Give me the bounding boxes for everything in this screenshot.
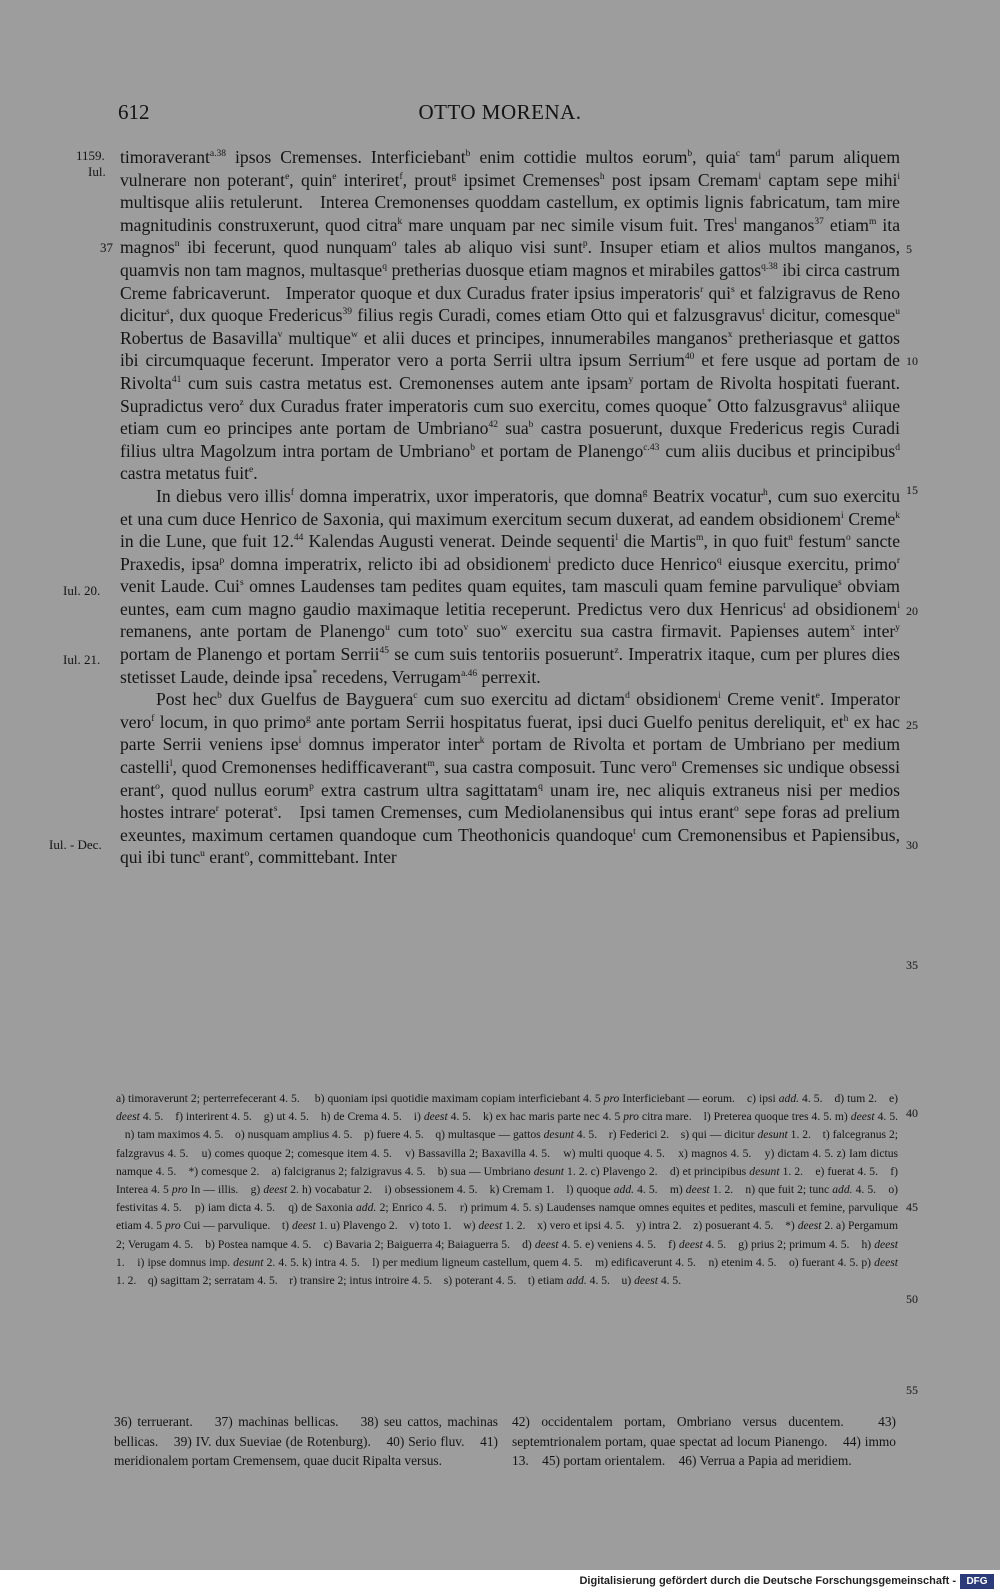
line-number: 20 [906, 604, 918, 618]
critical-apparatus: a) timoraverunt 2; perterrefecerant 4. 5. b) quoniam ipsi quotidie maximam copiam interficiebant 4. 5 pro Interficiebant — eorum. c) ipsi add. 4. 5. d) tum 2. e) deest 4. 5. f) interirent 4. 5. g) ut 4. 5. h) de Crema 4. 5. i) deest 4. 5. k) ex hac maris parte nec 4. 5 pro citra mare. l) Preterea quoque tres 4. 5. m) deest 4. 5. n) tam maximos 4. 5. o) nusquam amplius 4. 5. p) fuere 4. 5. q) multasque — gattos desunt 4. 5. r) Federici 2. s) qui — dicitur desunt 1. 2. t) falcegranus 2; falzgravus 4. 5. u) comes quoque 2; comesque item 4. 5. v) Bassavilla 2; Baxavilla 4. 5. w) multi quoque 4. 5. x) magnos 4. 5. y) dictam 4. 5. z) Iam dictus namque 4. 5. *) comesque 2. a) falcigranus 2; falzigravus 4. 5. b) sua — Umbriano desunt 1. 2. c) Plavengo 2. d) et principibus desunt 1. 2. e) fuerat 4. 5. f) Interea 4. 5 pro In — illis. g) deest 2. h) vocabatur 2. i) obsessionem 4. 5. k) Cremam 1. l) quoque add. 4. 5. m) deest 1. 2. n) que fuit 2; tunc add. 4. 5. o) festivitas 4. 5. p) iam dicta 4. 5. q) de Saxonia add. 2; Enrico 4. 5. r) primum 4. 5. s) Laudenses namque omnes equites et pedites, masculi et femine, parvulique etiam 4. 5 pro Cui — parvulique. t) deest 1. u) Plavengo 2. v) toto 1. w) deest 1. 2. x) vero et ipsi 4. 5. y) intra 2. z) posuerant 4. 5. *) deest 2. a) Pergamum 2; Verugam 4. 5. b) Postea namque 4. 5. c) Bavaria 2; Baiguerra 4; Baiaguerra 5. d) deest 4. 5. e) veniens 4. 5. f) deest 4. 5. g) prius 2; primum 4. 5. h) deest 1. i) ipse domnus imp. desunt 2. 4. 5. k) intra 4. 5. l) per medium ligneum castellum, quem 4. 5. m) edificaverunt 4. 5. n) etenim 4. 5. o) fuerant 4. 5. p) deest 1. 2. q) sagittam 2; serratam 4. 5. r) transire 2; intus introire 4. 5. s) poterant 4. 5. t) etiam add. 4. 5. u) deest 4. 5. [116, 1092, 899, 1288]
margin-ref: 37 [100, 240, 113, 255]
page-header [0, 100, 1000, 132]
margin-year: 1159. [76, 148, 105, 163]
paragraph: timoraverant$^{a.38}$ ipsos Cremenses. Interficiebant$^b$ enim cottidie multos eorum$^b$, quia$^c$ tam$^d$ parum aliquem vulnerare non poterant$^e$, quin$^e$ interiret$^f$, prout$^g$ ipsimet Cremenses$^h$ post ipsam Cremam$^i$ captam sepe mihi$^i$ multisque aliis retulerunt. Interea Cremonenses quoddam castellum, ex optimis lignis fabricatum, tam mire magnitudinis construxerunt, quod citra$^k$ mare unquam par nec simile visum fuit. Tres$^l$ manganos$^{37}$ etiam$^m$ ita magnos$^n$ ibi fecerunt, quod nunquam$^o$ tales ab aliquo visi sunt$^p$. Insuper etiam et alios multos manganos, quamvis non tam magnos, multasque$^q$ pretherias duosque etiam magnos et mirabiles gattos$^{q.38}$ ibi circa castrum Creme fabricaverunt. Imperator quoque et dux Curadus frater ipsius imperatoris$^r$ qui$^s$ et falzigravus de Reno dicitur$^s$, dux quoque Fredericus$^{39}$ filius regis Curadi, comes etiam Otto qui et falzusgravus$^t$ dicitur, comesque$^u$ Robertus de Basavilla$^v$ multique$^w$ et alii duces et principes, innumerabiles manganos$^x$ pretheriasque et gattos ibi circumquaque fecerunt. Imperator vero a porta Serrii ultra ipsum Serrium$^{40}$ et fere usque ad portam de Rivolta$^{41}$ cum suis castra metatus est. Cremonenses autem ante ipsam$^y$ portam de Rivolta hospitati fuerant. Supradictus vero$^z$ dux Curadus frater imperatoris cum suo exercitu, comes quoque* Otto falzusgravus$^a$ aliique etiam cum eo principes ante portam de Umbriano$^{42}$ sua$^b$ castra posuerunt, duxque Fredericus regis Curadi filius ultra Magolzum intra portam de Umbriano$^b$ et portam de Planengo$^{c.43}$ cum aliis ducibus et principibus$^d$ castra metatus fuit$^e$. [120, 147, 901, 484]
line-number: 5 [906, 242, 912, 256]
margin-date-iul21: Iul. 21. [63, 652, 101, 667]
line-number: 50 [906, 1292, 918, 1306]
line-number: 30 [906, 838, 918, 852]
paragraph: In diebus vero illis$^f$ domna imperatrix, uxor imperatoris, que domna$^g$ Beatrix vocatur$^h$, cum suo exercitu et una cum duce Henrico de Saxonia, qui maximum exercitum secum duxerat, ad eandem obsidionem$^i$ Creme$^k$ in die Lune, que fuit 12.44 Kalendas Augusti venerat. Deinde sequenti$^l$ die Martis$^m$, in quo fuit$^n$ festum$^o$ sancte Praxedis, ipsa$^p$ domna imperatrix, relicto ibi ad obsidionem$^i$ predicto duce Henrico$^q$ eiusque exercitu, primo$^r$ venit Laude. Cui$^s$ omnes Laudenses tam pedites quam equites, tam masculi quam femine parvulique$^s$ obviam euntes, eam cum magno gaudio maximaque letitia receperunt. Predictus vero dux Henricus$^t$ ad obsidionem$^i$ remanens, ante portam de Planengo$^u$ cum toto$^v$ suo$^w$ exercitu sua castra firmavit. Papienses autem$^x$ inter$^y$ portam de Planengo et portam Serrii$^{45}$ se cum suis tentoriis posuerunt$^z$. Imperatrix itaque, cum per plures dies stetisset Laude, deinde ipsa* recedens, Verrugam$^{a.46}$ perrexit. [120, 485, 901, 687]
notes-right-column: 42) occidentalem portam, Ombriano versus ducentem. 43) septemtrionalem portam, quae spectat ad locum Pianengo. 44) immo 13. 45) portam orientalem. 46) Verrua a Papia ad meridiem. [512, 1414, 896, 1468]
page-number: 612 [118, 100, 150, 124]
running-title: OTTO MORENA. [418, 100, 582, 124]
main-text [120, 146, 900, 869]
margin-month: Iul. [88, 164, 106, 179]
line-number: 35 [906, 958, 918, 972]
margin-date-iul-dec: Iul. - Dec. [49, 837, 102, 852]
dfg-credit: Digitalisierung gefördert durch die Deutsche Forschungsgemeinschaft - [579, 1575, 956, 1587]
line-number: 55 [906, 1383, 918, 1397]
dfg-logo: DFG [960, 1574, 994, 1589]
line-number: 40 [906, 1106, 918, 1120]
line-number: 10 [906, 354, 918, 368]
line-number: 25 [906, 718, 918, 732]
notes-left-column: 36) terruerant. 37) machinas bellicas. 38) seu cattos, machinas bellicas. 39) IV. dux Sueviae (de Rotenburg). 40) Serio fluv. 41) meridionalem portam Cremensem, quae ducit Ripalta versus. [114, 1414, 498, 1468]
paragraph: Post hec$^b$ dux Guelfus de Bayguera$^c$ cum suo exercitu ad dictam$^d$ obsidionem$^i$ Creme venit$^e$. Imperator vero$^f$ locum, in quo primo$^g$ ante portam Serrii hospitatus fuerat, ipsi duci Guelfo penitus dereliquit, $et^h$ ex hac parte Serrii veniens ipse$^i$ domnus imperator inter$^k$ portam de Rivolta et portam de Umbriano per medium castelli$^l$, quod Cremonenses hedifficaverant$^m$, sua castra composuit. Tunc vero$^n$ Cremenses sic undique obsessi erant$^o$, quod nullus eorum$^p$ extra castrum ultra sagittatam$^q$ unam ire, nec aliquis extraneus nisi per medios hostes intrare$^r$ poterat$^s$. Ipsi tamen Cremenses, cum Mediolanensibus qui intus erant$^o$ sepe foras ad prelium exeuntes, maximum certamen quandoque cum Theothonicis quandoque$^t$ cum Cremonensibus et Papiensibus, qui ibi tunc$^u$ erant$^o$, committebant. Inter [120, 689, 901, 868]
line-number: 45 [906, 1200, 918, 1214]
line-number: 15 [906, 483, 918, 497]
digitization-footer [0, 1570, 1000, 1595]
margin-date-iul20: Iul. 20. [63, 583, 101, 598]
